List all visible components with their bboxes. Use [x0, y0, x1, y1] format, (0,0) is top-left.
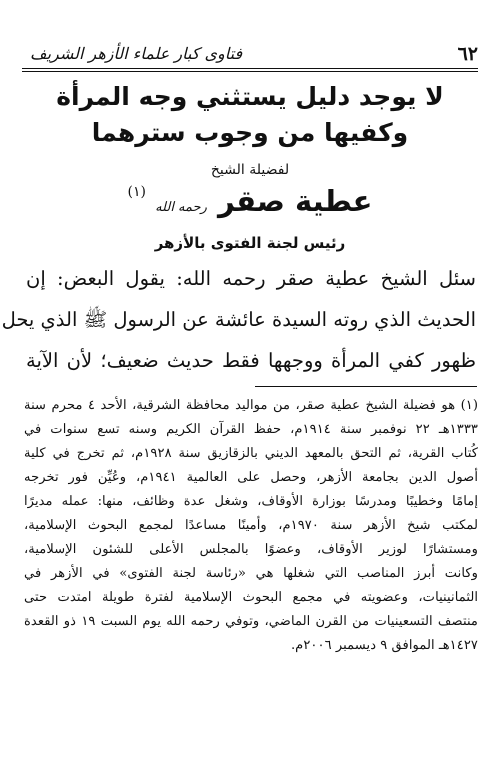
fatwa-title-line-2: وكفيها من وجوب سترهما — [91, 118, 409, 147]
footnote-line: منتصف التسعينيات من القرن الماضي، وتوفي رحمه الله يوم السبت ١٩ ذو القعدة — [24, 614, 478, 629]
body-line: سئل الشيخ عطية صقر رحمه الله: يقول البعض: إن — [26, 267, 476, 290]
book-title: فتاوى كبار علماء الأزهر الشريف — [30, 44, 243, 63]
header-rule-secondary — [22, 71, 478, 72]
footnote-separator — [255, 386, 477, 387]
footnote-line: كُتاب القرية، ثم التحق بالمعهد الديني بالزقازيق سنة ١٩٢٨م، ثم تخرج في كلية — [24, 446, 478, 461]
body-line: الحديث الذي روته السيدة عائشة عن الرسول ﷺ الذي يحل — [1, 308, 476, 331]
footnote-line: إمامًا وخطيبًا ومدرسًا بوزارة الأوقاف، وشغل عدة وظائف، منها: عمله مديرًا — [24, 494, 478, 509]
author-name: عطية صقر — [217, 184, 373, 218]
page-number: ٦٢ — [457, 43, 478, 65]
footnote-line: (١) هو فضيلة الشيخ عطية صقر، من مواليد محافظة الشرقية، الأحد ٤ محرم سنة — [24, 398, 478, 413]
footnote-line: ١٣٣٣هـ ٢٢ نوفمبر سنة ١٩١٤م، حفظ القرآن الكريم وسنه تسع سنوات في — [24, 422, 478, 437]
body-line: ظهور كفي المرأة ووجهها فقط حديث ضعيف؛ لأن الآية — [26, 349, 476, 372]
footnote-line: ومستشارًا لوزير الأوقاف، وعضوًا بالمجلس الأعلى للشئون الإسلامية، — [24, 542, 478, 557]
footnote-line: أصول الدين بجامعة الأزهر، وحصل على العالمية ١٩٤١م، وعُيِّن فور تخرجه — [24, 470, 478, 485]
footnote-line: وكانت أبرز المناصب التي شغلها هي «رئاسة لجنة الفتوى» في الأزهر في — [24, 566, 478, 581]
footnote-line: الثمانينيات، وعضويته في مجمع البحوث الإسلامية لفترة طويلة امتدت حتى — [24, 590, 478, 605]
footnote-line: لمكتب شيخ الأزهر سنة ١٩٧٠م، وأمينًا مساعدًا لمجمع البحوث الإسلامية، — [24, 518, 478, 533]
author-honorific: رحمه الله — [155, 200, 207, 215]
author-line — [80, 184, 420, 218]
author-label: لفضيلة الشيخ — [210, 162, 290, 178]
fatwa-title-line-1: لا يوجد دليل يستثني وجه المرأة — [56, 82, 444, 111]
running-header — [22, 42, 478, 66]
header-rule — [22, 68, 478, 69]
author-position: رئيس لجنة الفتوى بالأزهر — [154, 234, 346, 252]
footnote-reference: (١) — [127, 184, 146, 200]
footnote-line: ١٤٢٧هـ الموافق ٩ ديسمبر ٢٠٠٦م. — [290, 638, 478, 653]
